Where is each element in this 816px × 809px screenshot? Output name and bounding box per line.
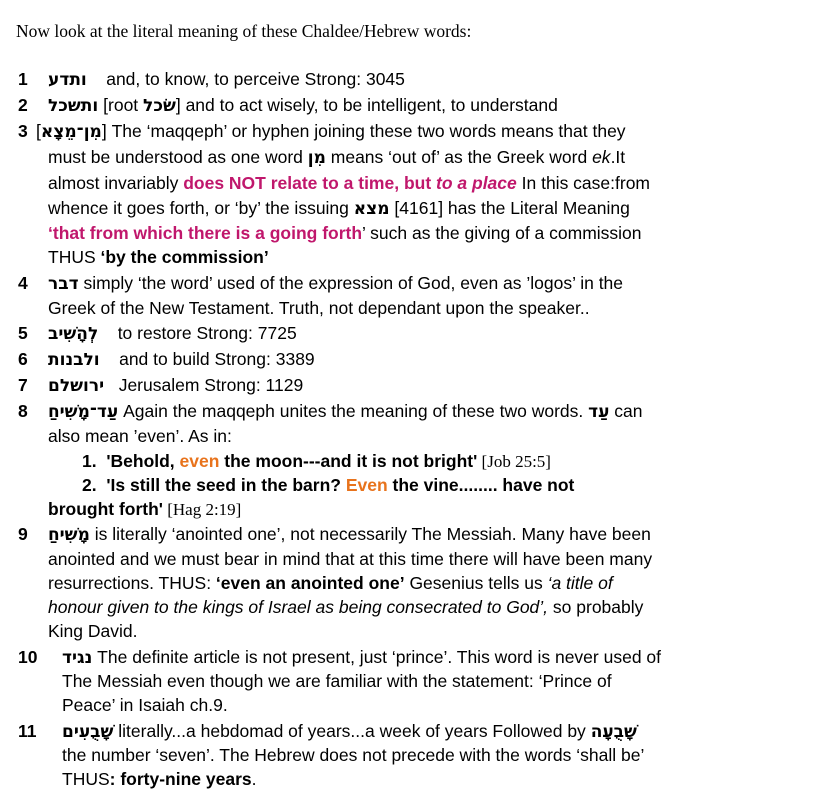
entry-6-line [48,348,315,371]
bold-text: ‘by the commission’ [100,247,269,267]
hebrew-word: עַד־מָשִׁיחַ [48,402,119,422]
page-heading: Now look at the literal meaning of these Chaldee/Hebrew words: [16,21,472,41]
entry-11-line-2: the number ‘seven’. The Hebrew does not precede with the words ‘shall be’ [62,745,645,765]
entry-text: . [251,769,257,789]
quote-1 [82,450,551,473]
hebrew-word: ולבנות [48,350,100,370]
entry-number: 7 [18,375,28,395]
entry-text: ’ such as the giving of a commission [362,223,642,243]
entry-text: .It [610,147,626,167]
hebrew-word: מצא [353,199,390,219]
quote-text: 'Behold, [106,451,180,471]
bold-text: ‘even an anointed one’ [215,573,405,593]
entry-text: is literally ‘anointed one’, not necessarily The Messiah. Many have been [89,524,651,544]
entry-text: Gesenius tells us [404,573,548,593]
entry-number: 11 [18,721,37,741]
entry-8-line-2: also mean ’even’. As in: [48,426,232,446]
entry-text: [root [103,95,144,115]
entry-number: 8 [18,401,28,421]
entry-number: 2 [18,95,28,115]
hebrew-word: מִן [307,148,326,168]
entry-number: 6 [18,349,28,369]
entry-number: 4 [18,273,28,293]
entry-2-line [48,94,558,117]
entry-3-line-2 [48,146,625,169]
entry-text: THUS [48,247,101,267]
entry-3-line-6 [48,246,269,268]
entry-number: 9 [18,524,28,544]
hebrew-word: מִן־מֵצָא [40,122,102,142]
entry-11-line-3 [62,768,257,790]
entry-text: and, to know, to perceive Strong: 3045 [106,69,405,89]
hebrew-word: עַד [588,402,610,422]
bracket: [ [36,121,41,141]
entry-text: Again the maqqeph unites the meaning of these two words. [118,401,589,421]
entry-text: Jerusalem Strong: 1129 [118,375,304,395]
scripture-ref: [Job 25:5] [477,452,551,471]
scripture-ref: [Hag 2:19] [162,500,242,519]
quote-2 [82,474,574,496]
hebrew-word: נגיד [62,648,93,668]
entry-number: 3 [18,121,28,141]
hebrew-word: ותשכל [48,96,99,116]
entry-5-line [48,322,297,345]
greek-word: ek [592,147,611,167]
highlight-text: ‘that from which there is a going forth [48,223,363,243]
quote-text: brought forth' [48,499,163,519]
entry-10-line-3: Peace’ in Isaiah ch.9. [62,695,228,715]
entry-9-line-5: King David. [48,621,138,641]
entry-number: 10 [18,647,38,667]
quote-2-cont [48,498,241,521]
entry-text: resurrections. THUS: [48,573,216,593]
entry-10-line-1 [62,646,661,669]
bold-text: : forty-nine years [109,769,252,789]
entry-3-line-4 [48,197,630,220]
entry-3-line-5 [48,222,642,244]
entry-9-line-4 [48,596,643,618]
entry-4-line-1 [48,272,623,295]
entry-text: means ‘out of’ as the Greek word [325,147,593,167]
quote-text: 'Is still the seed in the barn? [106,475,346,495]
entry-text: literally...a hebdomad of years...a week of years Followed by [113,721,591,741]
entry-text: [4161] has the Literal Meaning [389,198,630,218]
hebrew-root: שׂכל [143,96,176,116]
quote-text: the vine........ have not [387,475,575,495]
hebrew-word: לְהָשִׁיב [48,324,99,344]
italic-quote: honour given to the kings of Israel as being consecrated to God’, [48,597,549,617]
hebrew-word: דבר [48,274,79,294]
list-number: 1. [82,451,97,471]
entry-9-line-1 [48,523,651,546]
entry-number: 5 [18,323,28,343]
list-number: 2. [82,475,97,495]
highlight-even: Even [345,475,388,495]
entry-text: THUS [62,769,110,789]
entry-text: simply ‘the word’ used of the expression of God, even as ’logos’ in the [78,273,624,293]
entry-3-line-1 [36,120,626,143]
entry-9-line-3 [48,572,613,594]
entry-text: must be understood as one word [48,147,308,167]
entry-text: The ‘maqqeph’ or hyphen joining these two words means that they [106,121,626,141]
entry-4-line-2: Greek of the New Testament. Truth, not dependant upon the speaker.. [48,298,590,318]
entry-7-line [48,374,303,397]
highlight-text: to a place [436,173,517,193]
entry-text: so probably [548,597,644,617]
entry-text: to restore Strong: 7725 [117,323,297,343]
entry-text: can [609,401,643,421]
entry-text: whence it goes forth, or ‘by’ the issuing [48,198,354,218]
highlight-text: does NOT relate to a time, but [183,173,437,193]
hebrew-word: שָׁבֻעִים [62,722,114,742]
entry-number: 1 [18,69,28,89]
entry-text: almost invariably [48,173,184,193]
highlight-even: even [179,451,220,471]
entry-text: ] and to act wisely, to be intelligent, to understand [175,95,558,115]
entry-10-line-2: The Messiah even though we are familiar with the statement: ‘Prince of [62,671,612,691]
quote-text: the moon---and it is not bright' [219,451,478,471]
hebrew-word: ותדע [48,70,87,90]
entry-1-line [48,68,405,91]
entry-text: In this case:from [516,173,651,193]
bracket: ] [101,121,107,141]
entry-text: The definite article is not present, just ‘prince’. This word is never used of [92,647,662,667]
hebrew-word: מָשִׁיחַ [48,525,90,545]
hebrew-word: ירושלם [48,376,105,396]
entry-text: and to build Strong: 3389 [119,349,315,369]
entry-3-line-3 [48,172,650,194]
italic-quote: ‘a title of [547,573,613,593]
entry-8-line-1 [48,400,643,423]
hebrew-word: שָׁבֻעָה [590,722,637,742]
entry-11-line-1 [62,720,637,743]
entry-9-line-2: anointed and we must bear in mind that at this time there will have been many [48,549,653,569]
